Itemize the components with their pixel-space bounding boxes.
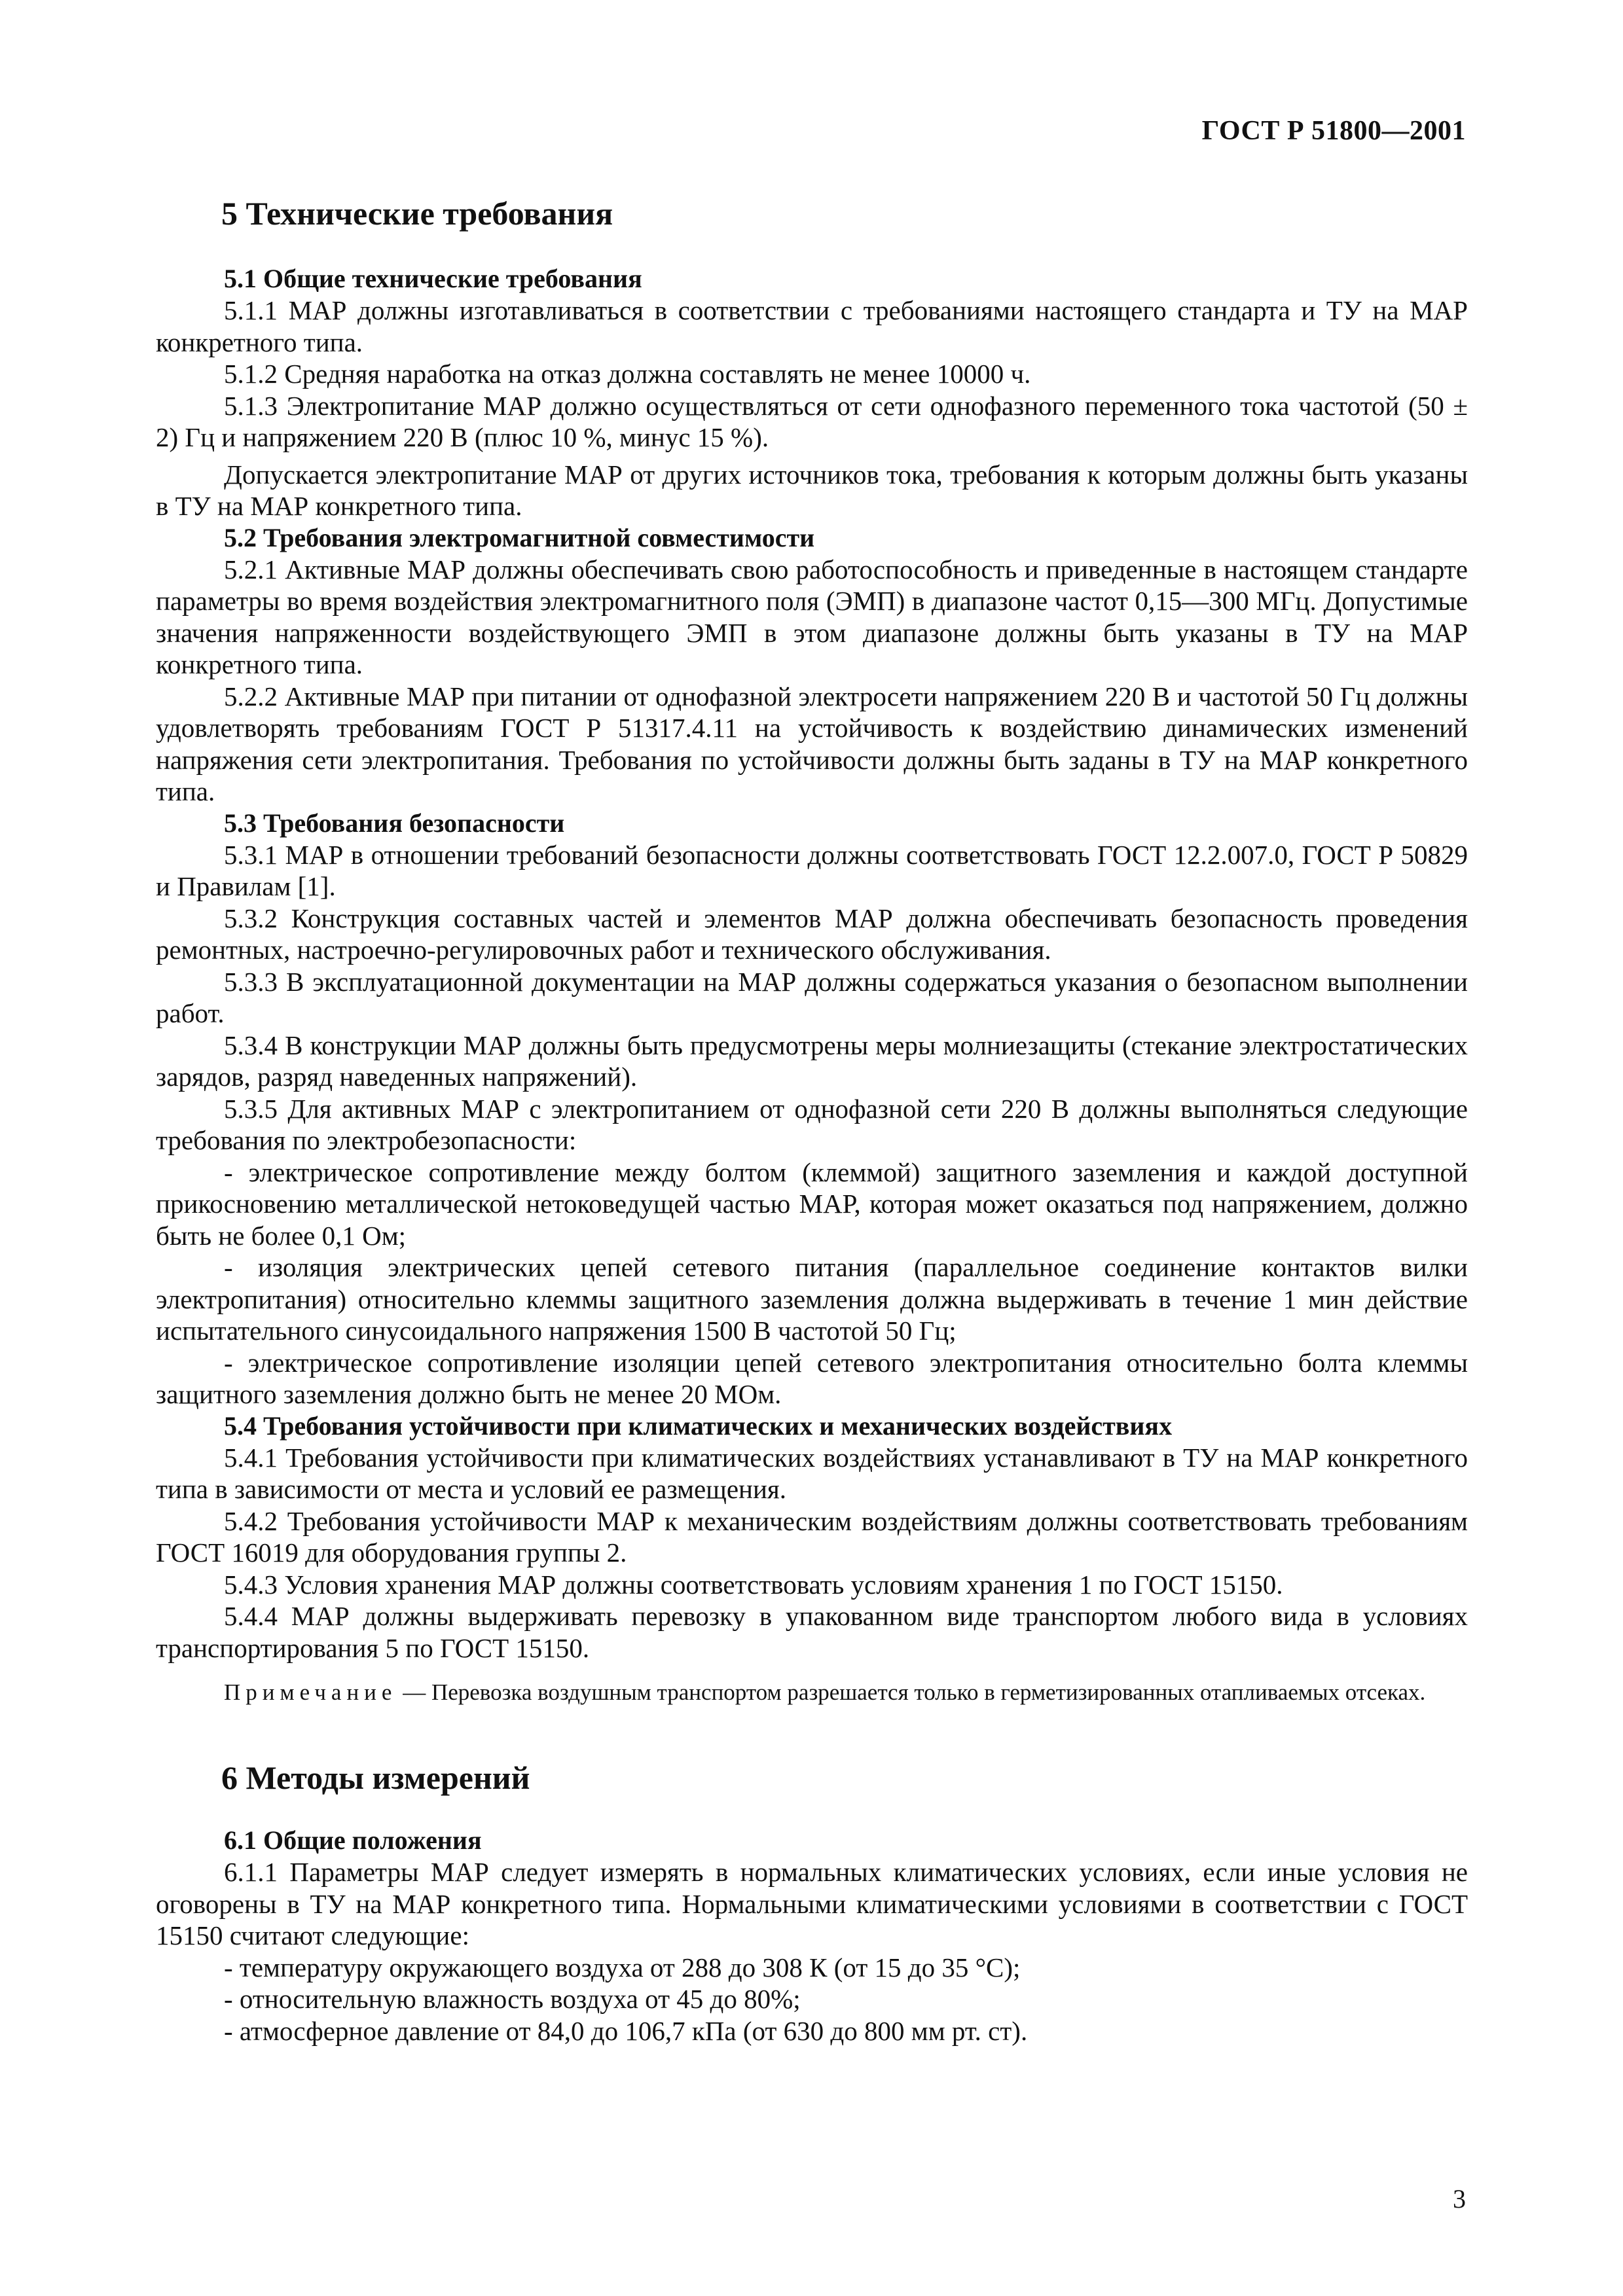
list-item: - электрическое сопротивление изоляции цепей сетевого электропитания относительно болта клеммы защитного заземления должно быть не менее 20 МОм. [156,1347,1468,1409]
page-number: 3 [1453,2184,1466,2214]
paragraph-5-4-4: 5.4.4 МАР должны выдерживать перевозку в упакованном виде транспортом любого вида в условиях транспортирования 5 по ГОСТ 15150. [156,1601,1468,1663]
paragraph-5-1-3: 5.1.3 Электропитание МАР должно осуществляться от сети однофазного переменного тока частотой (50 ± 2) Гц и напряжением 220 В (плюс 10 %, минус 15 %). [156,390,1468,452]
paragraph-5-1-2: 5.1.2 Средняя наработка на отказ должна составлять не менее 10000 ч. [224,359,1031,389]
list-item: - атмосферное давление от 84,0 до 106,7 кПа (от 630 до 800 мм рт. ст). [224,2015,1028,2046]
list-item: - температуру окружающего воздуха от 288 до 308 К (от 15 до 35 °С); [224,1952,1021,1982]
section-5-title: 5 Технические требования [221,195,613,232]
paragraph-5-1-3-note: Допускается электропитание МАР от других источников тока, требования к которым должны быть указаны в ТУ на МАР конкретного типа. [156,459,1468,521]
section-6-title: 6 Методы измерений [221,1759,530,1796]
subsection-5-4-title: 5.4 Требования устойчивости при климатических и механических воздействиях [224,1410,1173,1441]
list-item: - изоляция электрических цепей сетевого питания (параллельное соединение контактов вилки электропитания) относительно клеммы защитного заземления должна выдерживать в течение 1 мин действие испытательного синусоидального напряжения 1500 В частотой 50 Гц; [156,1252,1468,1346]
paragraph-5-4-1: 5.4.1 Требования устойчивости при климатических воздействиях устанавливают в ТУ на МАР конкретного типа в зависимости от места и условий ее размещения. [156,1442,1468,1504]
paragraph-5-3-1: 5.3.1 МАР в отношении требований безопасности должны соответствовать ГОСТ 12.2.007.0, ГОСТ Р 50829 и Правилам [1]. [156,839,1468,901]
paragraph-5-3-5: 5.3.5 Для активных МАР с электропитанием от однофазной сети 220 В должны выполняться следующие требования по электробезопасности: [156,1093,1468,1155]
paragraph-6-1-1: 6.1.1 Параметры МАР следует измерять в нормальных климатических условиях, если иные условия не оговорены в ТУ на МАР конкретного типа. Нормальными климатическими условиями в соответствии с ГОСТ 15150 считают следующие: [156,1857,1468,1950]
subsection-5-2-title: 5.2 Требования электромагнитной совместимости [224,522,815,552]
document-code: ГОСТ Р 51800—2001 [1201,116,1466,146]
list-item: - электрическое сопротивление между болтом (клеммой) защитного заземления и каждой доступной прикосновению металлической нетоковедущей частью МАР, которая может оказаться под напряжением, должно быть не более 0,1 Ом; [156,1157,1468,1251]
note-label: Примечание [224,1679,397,1705]
paragraph-5-2-1: 5.2.1 Активные МАР должны обеспечивать свою работоспособность и приведенные в настоящем стандарте параметры во время воздействия электромагнитного поля (ЭМП) в диапазоне частот 0,15—300 МГц. Допустимые значения напряженности воздействующего ЭМП в этом диапазоне должны быть указаны в ТУ на МАР конкретного типа. [156,554,1468,679]
paragraph-5-4-3: 5.4.3 Условия хранения МАР должны соответствовать условиям хранения 1 по ГОСТ 15150. [224,1569,1283,1600]
section-5 [156,187,1468,1707]
note [156,1678,1468,1707]
note-text: — Перевозка воздушным транспортом разрешается только в герметизированных отапливаемых отсеках. [403,1679,1426,1705]
paragraph-5-3-2: 5.3.2 Конструкция составных частей и элементов МАР должна обеспечивать безопасность проведения ремонтных, настроечно-регулировочных работ и технического обслуживания. [156,903,1468,965]
subsection-5-1-title: 5.1 Общие технические требования [224,264,642,293]
section-6 [156,1751,1468,2047]
paragraph-5-3-4: 5.3.4 В конструкции МАР должны быть предусмотрены меры молниезащиты (стекание электростатических зарядов, разряд наведенных напряжений). [156,1030,1468,1092]
page-content [156,187,1468,2047]
paragraph-5-4-2: 5.4.2 Требования устойчивости МАР к механическим воздействиям должны соответствовать требованиям ГОСТ 16019 для оборудования группы 2. [156,1505,1468,1568]
subsection-6-1-title: 6.1 Общие положения [224,1825,482,1855]
list-item: - относительную влажность воздуха от 45 до 80%; [224,1984,801,2014]
paragraph-5-3-3: 5.3.3 В эксплуатационной документации на МАР должны содержаться указания о безопасном выполнении работ. [156,966,1468,1028]
subsection-5-3-title: 5.3 Требования безопасности [224,808,565,838]
paragraph-5-2-2: 5.2.2 Активные МАР при питании от однофазной электросети напряжением 220 В и частотой 50 Гц должны удовлетворять требованиям ГОСТ Р 51317.4.11 на устойчивость к воздействию динамических изменений напряжения сети электропитания. Требования по устойчивости должны быть заданы в ТУ на МАР конкретного типа. [156,681,1468,806]
paragraph-5-1-1: 5.1.1 МАР должны изготавливаться в соответствии с требованиями настоящего стандарта и ТУ на МАР конкретного типа. [156,295,1468,357]
